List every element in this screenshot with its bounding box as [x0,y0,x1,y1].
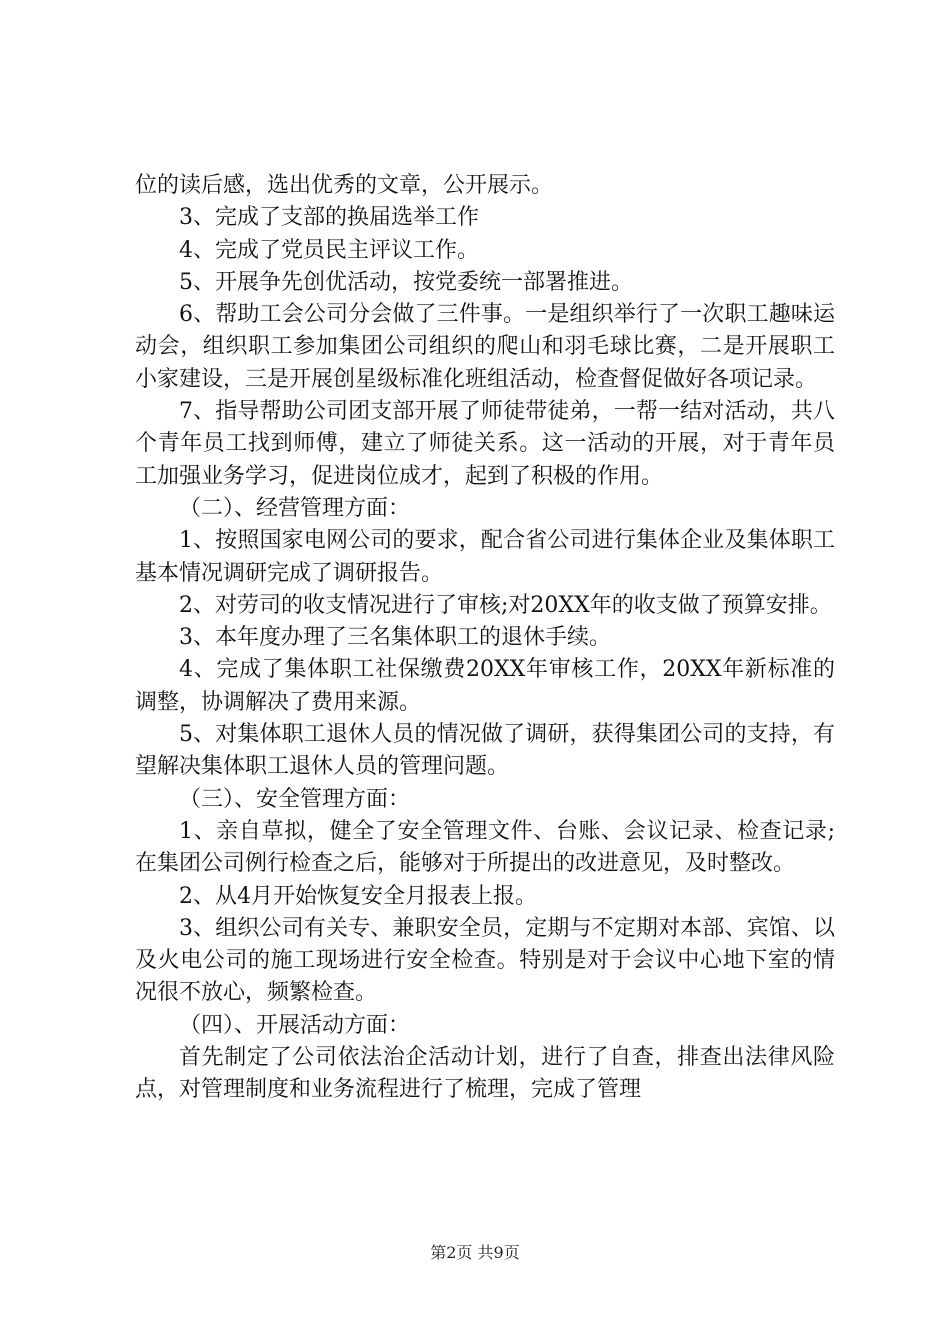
paragraph: 4、完成了集体职工社保缴费20XX年审核工作，20XX年新标准的调整，协调解决了费用来源。 [135,657,835,715]
paragraph: 4、完成了党员民主评议工作。 [179,237,479,263]
paragraph: 6、帮助工会公司分会做了三件事。一是组织举行了一次职工趣味运动会，组织职工参加集团公司组织的爬山和羽毛球比赛，二是开展职工小家建设，三是开展创星级标准化班组活动，检查督促做好各项记录。 [135,302,835,392]
paragraph: 2、从4月开始恢复安全月报表上报。 [179,883,537,909]
paragraph: 1、亲自草拟，健全了安全管理文件、台账、会议记录、检查记录;在集团公司例行检查之后，能够对于所提出的改进意见，及时整改。 [135,818,835,877]
paragraph: 5、开展争先创优活动，按党委统一部署推进。 [179,269,633,295]
paragraph: 3、本年度办理了三名集体职工的退休手续。 [179,625,611,651]
paragraph: 位的读后感，选出优秀的文章，公开展示。 [135,173,554,198]
paragraph: 3、组织公司有关专、兼职安全员，定期与不定期对本部、宾馆、以及火电公司的施工现场进行安全检查。特别是对于会议中心地下室的情况很不放心，频繁检查。 [135,915,835,1006]
section-heading: （四）、开展活动方面： [179,1012,411,1038]
paragraph: 首先制定了公司依法治企活动计划，进行了自查，排查出法律风险点，对管理制度和业务流程进行了梳理，完成了管理 [135,1045,835,1103]
section-heading: （三）、安全管理方面： [179,786,411,812]
section-heading: （二）、经营管理方面： [179,495,411,521]
paragraph: 7、指导帮助公司团支部开展了师徒带徒弟，一帮一结对活动，共八个青年员工找到师傅，建立了师徒关系。这一活动的开展，对于青年员工加强业务学习，促进岗位成才，起到了积极的作用。 [135,399,835,489]
paragraph: 2、对劳司的收支情况进行了审核;对20XX年的收支做了预算安排。 [179,592,832,618]
paragraph: 5、对集体职工退休人员的情况做了调研，获得集团公司的支持，有望解决集体职工退休人员的管理问题。 [135,722,835,780]
paragraph: 1、按照国家电网公司的要求，配合省公司进行集体企业及集体职工基本情况调研完成了调研报告。 [135,528,835,586]
page-number-footer: 第2页 共9页 [430,1243,520,1262]
paragraph: 3、完成了支部的换届选举工作 [179,205,479,231]
document-body [135,170,835,1107]
